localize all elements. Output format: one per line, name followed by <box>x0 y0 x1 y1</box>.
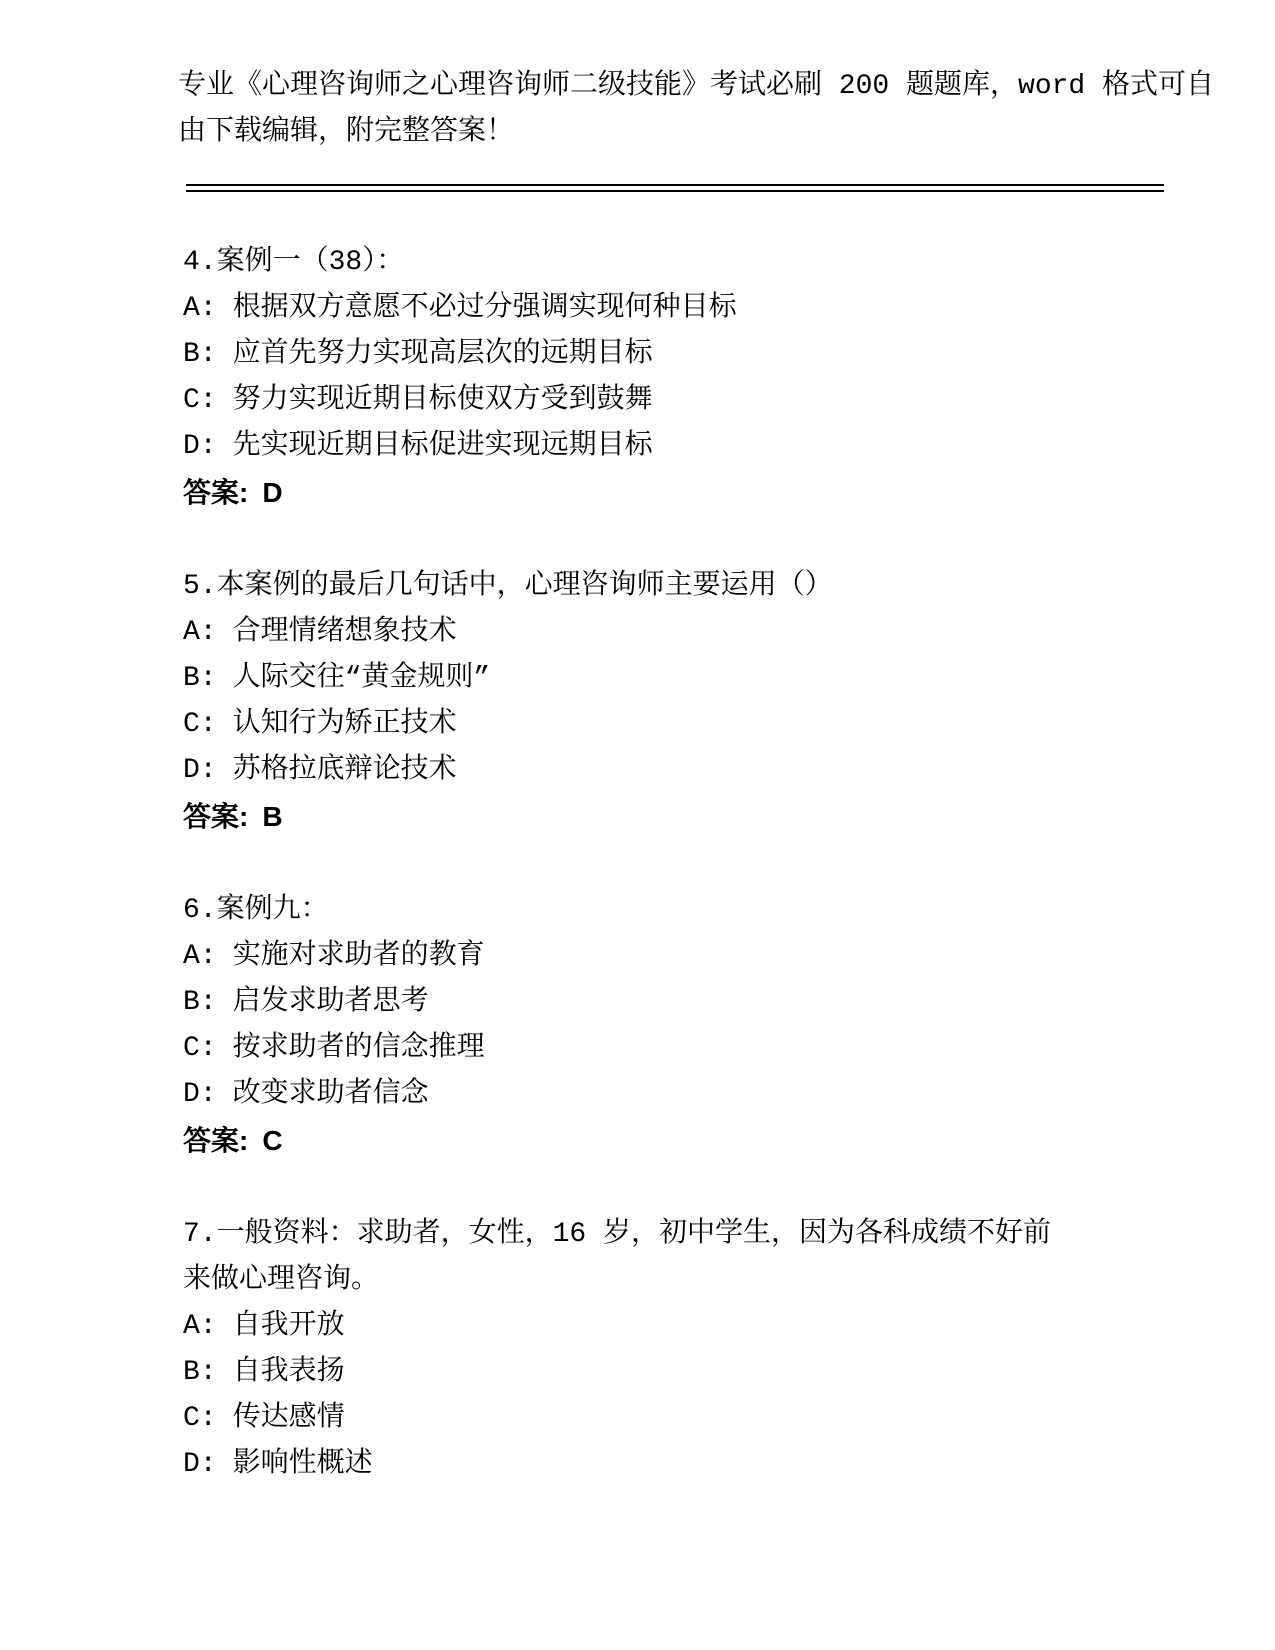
question-title-line-1: 7.一般资料：求助者，女性，16 岁，初中学生，因为各科成绩不好前 <box>183 1219 1052 1250</box>
header-divider <box>186 184 1164 192</box>
option-text: 努力实现近期目标使双方受到鼓舞 <box>232 385 653 416</box>
answer-value: B <box>262 801 283 832</box>
option-text: 按求助者的信念推理 <box>232 1033 485 1064</box>
question-title: 6.案例九： <box>183 895 329 926</box>
answer-line <box>183 470 1093 516</box>
option-text: 应首先努力实现高层次的远期目标 <box>232 339 653 370</box>
option-label: C: <box>183 1403 217 1434</box>
option-label: A: <box>183 941 217 972</box>
question-title: 5.本案例的最后几句话中，心理咨询师主要运用（） <box>183 571 833 602</box>
option-label: C: <box>183 709 217 740</box>
option-c <box>183 1396 1093 1442</box>
option-b <box>183 332 1093 378</box>
option-label: B: <box>183 1357 217 1388</box>
option-d <box>183 1442 1093 1488</box>
answer-label: 答案: <box>183 1125 249 1156</box>
option-a <box>183 286 1093 332</box>
option-label: C: <box>183 1033 217 1064</box>
option-label: A: <box>183 293 217 324</box>
header-line-2: 由下载编辑，附完整答案！ <box>178 117 515 148</box>
option-c <box>183 702 1093 748</box>
option-d <box>183 748 1093 794</box>
option-label: D: <box>183 1079 217 1110</box>
option-a <box>183 934 1093 980</box>
option-text: 启发求助者思考 <box>232 987 429 1018</box>
option-label: D: <box>183 431 217 462</box>
option-text: 影响性概述 <box>232 1449 373 1480</box>
question-title: 4.案例一（38）： <box>183 247 405 278</box>
option-c <box>183 378 1093 424</box>
option-text: 自我表扬 <box>232 1357 345 1388</box>
page-header <box>178 64 1215 156</box>
option-text: 改变求助者信念 <box>232 1079 429 1110</box>
answer-label: 答案: <box>183 477 249 508</box>
option-text: 传达感情 <box>232 1403 345 1434</box>
option-b <box>183 980 1093 1026</box>
option-label: A: <box>183 1311 217 1342</box>
question-5 <box>183 564 1093 840</box>
option-label: C: <box>183 385 217 416</box>
option-d <box>183 424 1093 470</box>
answer-label: 答案: <box>183 801 249 832</box>
option-text: 实施对求助者的教育 <box>232 941 485 972</box>
option-a <box>183 1304 1093 1350</box>
option-text: 先实现近期目标促进实现远期目标 <box>232 431 653 462</box>
option-text: 苏格拉底辩论技术 <box>232 755 457 786</box>
question-6 <box>183 888 1093 1164</box>
option-label: D: <box>183 1449 217 1480</box>
option-d <box>183 1072 1093 1118</box>
option-text: 根据双方意愿不必过分强调实现何种目标 <box>232 293 737 324</box>
header-line-1: 专业《心理咨询师之心理咨询师二级技能》考试必刷 200 题题库，word 格式可自 <box>178 71 1215 102</box>
option-label: A: <box>183 617 217 648</box>
answer-line <box>183 794 1093 840</box>
answer-line <box>183 1118 1093 1164</box>
option-text: 合理情绪想象技术 <box>232 617 457 648</box>
question-list <box>183 240 1093 1536</box>
option-text: 人际交往“黄金规则” <box>232 663 491 694</box>
option-label: D: <box>183 755 217 786</box>
question-7 <box>183 1212 1093 1488</box>
option-a <box>183 610 1093 656</box>
option-text: 自我开放 <box>232 1311 345 1342</box>
option-label: B: <box>183 339 217 370</box>
option-c <box>183 1026 1093 1072</box>
option-text: 认知行为矫正技术 <box>232 709 457 740</box>
option-b <box>183 1350 1093 1396</box>
option-label: B: <box>183 663 217 694</box>
answer-value: C <box>262 1125 283 1156</box>
question-title-line-2: 来做心理咨询。 <box>183 1265 380 1296</box>
option-b <box>183 656 1093 702</box>
answer-value: D <box>262 477 283 508</box>
question-4 <box>183 240 1093 516</box>
option-label: B: <box>183 987 217 1018</box>
